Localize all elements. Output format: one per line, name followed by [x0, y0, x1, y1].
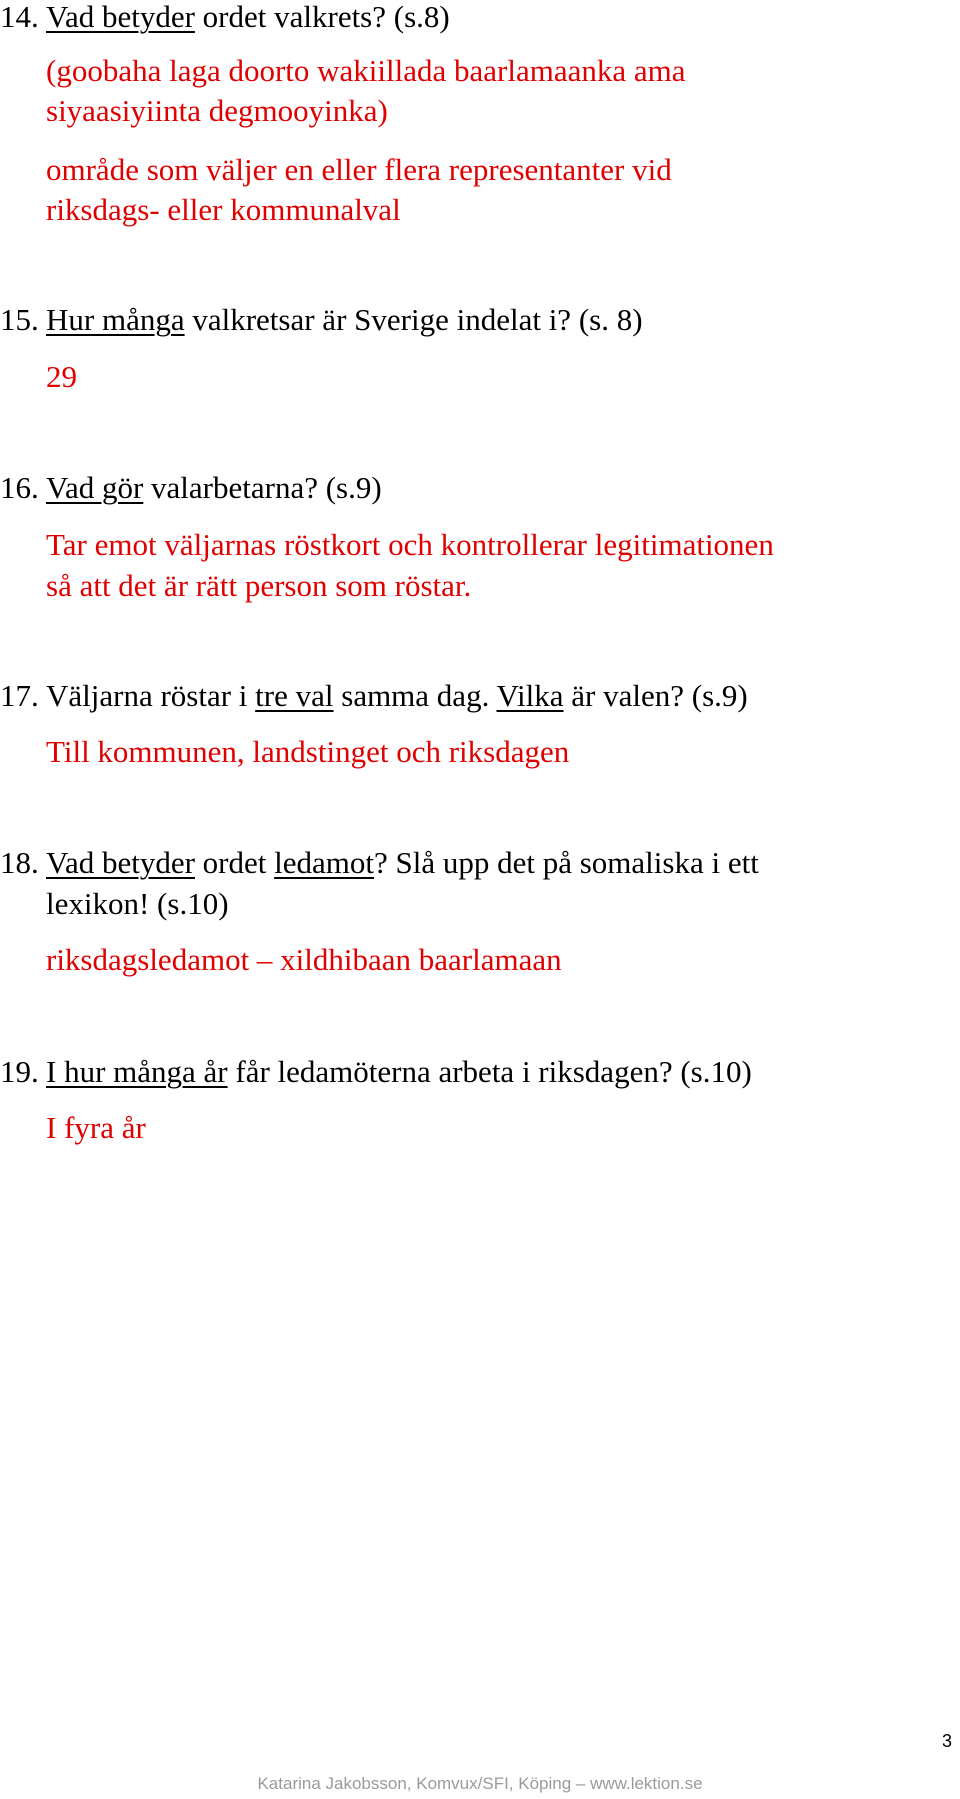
- question-rest: ordet valkrets? (s.8): [194, 0, 450, 34]
- question-keyword: Vad betyder: [46, 0, 195, 34]
- question-part: är valen? (s.9): [563, 678, 748, 713]
- question-16-text: [0, 468, 382, 508]
- page-footer: Katarina Jakobsson, Komvux/SFI, Köping – www.lektion.se: [257, 1774, 703, 1793]
- question-number: 19.: [0, 1054, 39, 1089]
- question-keyword: ledamot: [274, 845, 374, 880]
- question-18-text: [0, 843, 759, 883]
- answer-line: (goobaha laga doorto wakiillada baarlamaanka ama: [46, 53, 686, 88]
- question-rest: valkretsar är Sverige indelat i? (s. 8): [184, 302, 643, 337]
- answer-line: Tar emot väljarnas röstkort och kontrollerar legitimationen: [46, 527, 774, 562]
- question-keyword: Vilka: [496, 678, 564, 713]
- answer-line: område som väljer en eller flera representanter vid: [46, 152, 672, 187]
- question-keyword: I hur många år: [46, 1054, 228, 1089]
- question-number: 18.: [0, 845, 39, 880]
- question-17-text: [0, 676, 748, 716]
- question-number: 15.: [0, 302, 39, 337]
- answer-line: siyaasiyiinta degmooyinka): [46, 93, 388, 128]
- question-keyword: Hur många: [46, 302, 185, 337]
- question-part: ordet: [194, 845, 275, 880]
- question-rest: får ledamöterna arbeta i riksdagen? (s.10): [227, 1054, 752, 1089]
- answer-line: riksdagsledamot – xildhibaan baarlamaan: [46, 942, 562, 977]
- answer-line: så att det är rätt person som röstar.: [46, 568, 472, 603]
- question-15-text: [0, 300, 643, 340]
- question-part: samma dag.: [333, 678, 497, 713]
- question-part: Väljarna röstar i: [46, 678, 256, 713]
- question-number: 17.: [0, 678, 39, 713]
- answer-line: riksdags- eller kommunalval: [46, 192, 401, 227]
- question-number: 16.: [0, 470, 39, 505]
- question-14-text: [0, 0, 450, 37]
- question-rest: valarbetarna? (s.9): [143, 470, 382, 505]
- question-keyword: Vad gör: [46, 470, 144, 505]
- question-part: ? Slå upp det på somaliska i ett: [373, 845, 759, 880]
- page-number: 3: [941, 1731, 952, 1751]
- answer-line: Till kommunen, landstinget och riksdagen: [46, 734, 570, 769]
- question-18-text-line2: lexikon! (s.10): [46, 886, 229, 921]
- answer-line: I fyra år: [46, 1110, 146, 1145]
- question-19-text: [0, 1052, 752, 1092]
- question-number: 14.: [0, 0, 39, 34]
- question-keyword: tre val: [255, 678, 334, 713]
- answer-line: 29: [46, 359, 77, 394]
- question-keyword: Vad betyder: [46, 845, 195, 880]
